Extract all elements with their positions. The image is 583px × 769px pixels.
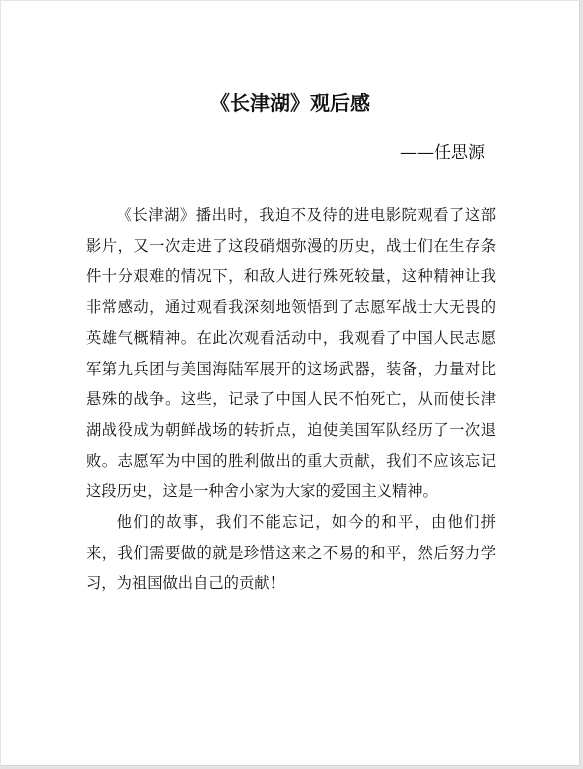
document-author: ——任思源 xyxy=(400,143,485,163)
body-paragraph-1: 《长津湖》播出时，我迫不及待的进电影院观看了这部影片，又一次走进了这段硝烟弥漫的历史，战士们在生存条件十分艰难的情况下，和敌人进行殊死较量，这种精神让我非常感动，通过观看我深刻地领悟到了志愿军战士大无畏的英雄气概精神。在此次观看活动中，我观看了中国人民志愿军第九兵团与美国海陆军展开的这场武器，装备，力量对比悬殊的战争。这些，记录了中国人民不怕死亡，从而使长津湖战役成为朝鲜战场的转折点，迫使美国军队经历了一次退败。志愿军为中国的胜利做出的重大贡献，我们不应该忘记这段历史，这是一种舍小家为大家的爱国主义精神。 xyxy=(86,206,496,501)
document-page xyxy=(1,1,580,766)
document-title: 《长津湖》观后感 xyxy=(210,91,370,115)
body-paragraph-2: 他们的故事，我们不能忘记，如今的和平，由他们拼来，我们需要做的就是珍惜这来之不易的和平，然后努力学习，为祖国做出自己的贡献！ xyxy=(86,513,496,593)
